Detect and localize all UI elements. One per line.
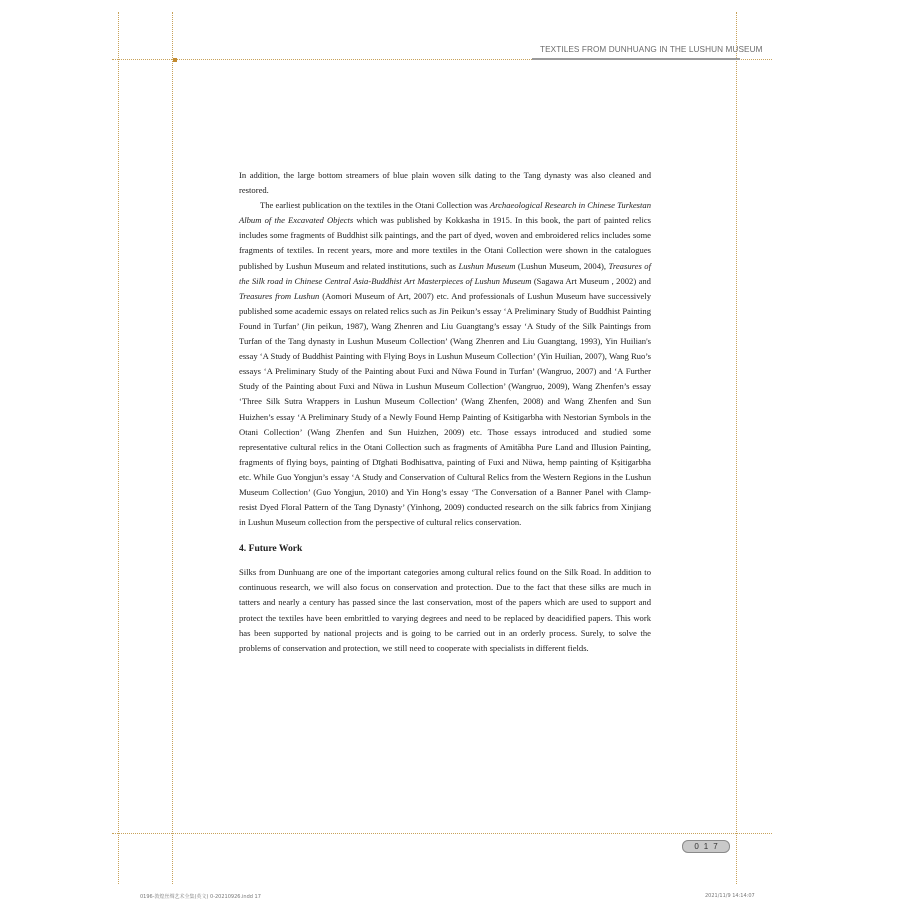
citation-title: Treasures of the Silk road in Chinese Central Asia-Buddhist Art Masterpieces of Lushun Museum bbox=[239, 260, 651, 286]
citation-title: Treasures from Lushun bbox=[239, 290, 320, 301]
header-rule bbox=[532, 58, 740, 60]
guide-line-horizontal-bottom bbox=[112, 833, 772, 834]
citation-title: Lushun Museum bbox=[458, 260, 516, 271]
citation-title: Archaeological Research in Chinese Turkestan Album of the Excavated Objects bbox=[239, 200, 652, 226]
guide-line-vertical-inner bbox=[172, 12, 173, 884]
section-heading: 4. Future Work bbox=[239, 543, 303, 555]
page-number: 017 bbox=[682, 840, 730, 853]
print-timestamp: 2021/11/9 14:14:07 bbox=[705, 893, 755, 899]
guide-marker bbox=[173, 58, 177, 62]
body-text bbox=[239, 168, 651, 656]
paragraph-1: In addition, the large bottom streamers of blue plain woven silk dating to the Tang dynasty was also cleaned and restored. bbox=[239, 170, 651, 196]
file-info: 0196-敦煌丝绸艺术全集(英文) 0-20210926.indd 17 bbox=[140, 894, 261, 900]
paragraph-2: The earliest publication on the textiles in the Otani Collection was Archaeological Research in Chinese Turkestan Album of the Excavated Objects which was published by Kokkasha in 1915. In this book, the part of painted relics includes some fragments of Buddhist silk paintings, and the part of dyed, woven and embroidered relics includes some fragments of textiles. In recent years, more and more textiles in the Otani Collection were shown in the catalogues published by Lushun Museum and related institutions, such as Lushun Museum (Lushun Museum, 2004), Treasures of the Silk road in Chinese Central Asia-Buddhist Art Masterpieces of Lushun Museum (Sagawa Art Museum , 2002) and Treasures from Lushun (Aomori Museum of Art, 2007) etc. And professionals of Lushun Museum have successively published some academic essays on related relics such as Jin Peikun’s essay ‘A Preliminary Study of Buddhist Painting Found in Turfan’ (Jin peikun, 1987), Wang Zhenren and Liu Guangtang’s essay ‘A Study of the Silk Paintings from Turfan of the Tang dynasty in Lushun Museum Collection’ (Wang Zhenren and Liu Guangtang, 1993), Yin Huilian's essay ‘A Study of Buddhist Painting with Flying Boys in Lushun Museum Collection’ (Yin Huilian, 2007), Wang Ruo’s essays ‘A Preliminary Study of the Painting about Fuxi and Nüwa Found in Turfan’ (Wangruo, 2007) and ‘A Further Study of the Painting about Fuxi and Nüwa in Lushun Museum Collection’ (Wangruo, 2009), Wang Zhenfen’s essay ‘Three Silk Sutra Wrappers in Lushun Museum Collection’ (Wang Zhenfen, 2008) and Wang Zhenfen and Sun Huizhen’s essay ‘A Preliminary Study of a Newly Found Hemp Painting of Ksitigarbha with Nestorian Symbols in the Otani Collection’ (Wang Zhenfen and Sun Huizhen, 2009) etc. Those essays introduced and studied some representative cultural relics in the Otani Collection such as fragments of Amitābha Pure Land and Illusion Painting, fragments of flying boys, painting of Dīghati Bodhisattva, painting of Fuxi and Nüwa, hemp painting of Kṣitigarbha etc. While Guo Yongjun’s essay ‘A Study and Conservation of Cultural Relics from the Western Regions in the Lushun Museum Collection’ (Guo Yongjun, 2010) and Yin Hong’s essay ‘The Conversation of a Banner Panel with Clamp-resist Dyed Floral Pattern of the Tang Dynasty’ (Yinhong, 2009) conducted research on the silk fabrics from Xinjiang in Lushun Museum collection from the perspective of cultural relics conservation. bbox=[239, 200, 652, 528]
running-header: TEXTILES FROM DUNHUANG IN THE LUSHUN MUSEUM bbox=[540, 45, 763, 54]
paragraph-3: Silks from Dunhuang are one of the important categories among cultural relics found on the Silk Road. In addition to continuous research, we will also focus on conservation and protection. Due to the fact that these silks are much in tatters and nearly a century has passed since the last conservation, most of the papers which are used to support and protect the textiles have been embrittled to varying degrees and need to be replaced by deacidified papers. This work has been supported by national projects and is going to be carried out in an orderly process. Surely, to solve the problems of conservation and protection, we still need to cooperate with specialists in different fields. bbox=[239, 567, 651, 653]
guide-line-vertical-left bbox=[118, 12, 119, 884]
guide-line-vertical-right bbox=[736, 12, 737, 884]
